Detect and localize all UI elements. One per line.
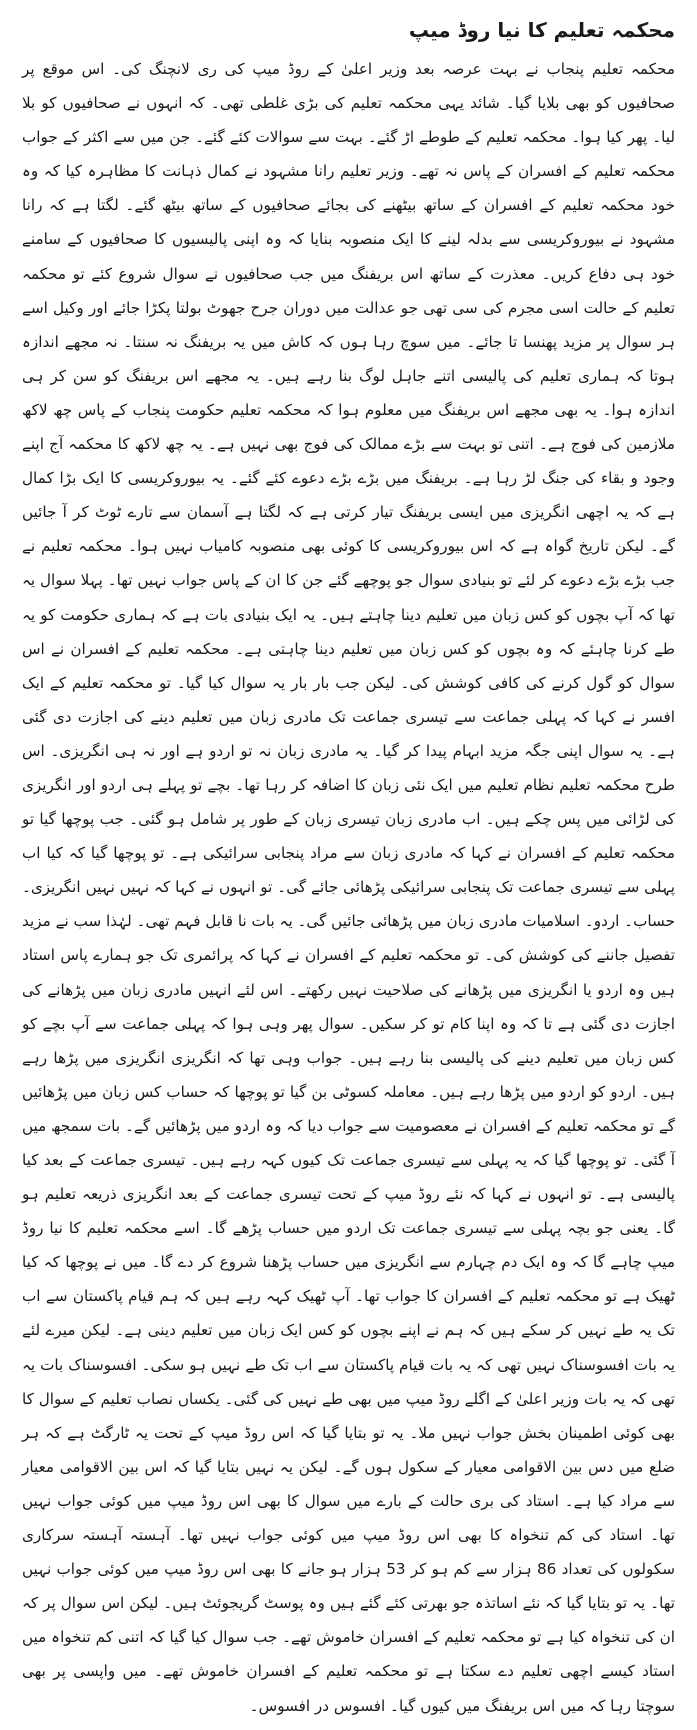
article-title: محکمہ تعلیم کا نیا روڈ میپ <box>408 18 675 42</box>
article-body: محکمہ تعلیم پنجاب نے بہت عرصہ بعد وزیر اعلیٰ کے روڈ میپ کی ری لانچنگ کی۔ اس موقع پر صحافیوں کو بھی بلایا گیا۔ شائد یہی محکمہ تعلیم کی بڑی غلطی تھی۔ کہ انہوں نے صحافیوں کو بلا لیا۔ پھر کیا ہوا۔ محکمہ تعلیم کے طوطے اڑ گئے۔ بہت سے سوالات کئے گئے۔ جن میں سے اکثر کے جواب محکمہ تعلیم کے افسران کے پاس نہ تھے۔ وزیر تعلیم رانا مشہود نے کمال ذہانت کا مظاہرہ کیا کہ وہ خود محکمہ تعلیم کے افسران کے ساتھ بیٹھنے کی بجائے صحافیوں کے ساتھ بیٹھ گئے۔ لگتا ہے کہ رانا مشہود نے بیوروکریسی سے بدلہ لینے کا ایک منصوبہ بنایا کہ وہ اپنی پالیسیوں کا صحافیوں کے سامنے خود ہی دفاع کریں۔ معذرت کے ساتھ اس بریفنگ میں جب صحافیوں نے سوال شروع کئے تو محکمہ تعلیم کے حالت اسی مجرم کی سی تھی جو عدالت میں دوران جرح جھوٹ بولتا پکڑا جائے اور وکیل اسے ہر سوال پر مزید پھنسا تا جائے۔ میں سوچ رہا ہوں کہ کاش میں یہ بریفنگ نہ سنتا۔ نہ مجھے اندازہ ہوتا کہ ہماری تعلیم کی پالیسی اتنے جاہل لوگ بنا رہے ہیں۔ یہ مجھے اس بریفنگ کو سن کر ہی اندازہ ہوا۔ یہ بھی مجھے اس بریفنگ میں معلوم ہوا کہ محکمہ تعلیم حکومت پنجاب کے پاس چھ لاکھ ملازمین کی فوج ہے۔ اتنی تو بہت سے بڑے ممالک کی فوج بھی نہیں ہے۔ یہ چھ لاکھ کا محکمہ آج اپنے وجود و بقاء کی جنگ لڑ رہا ہے۔ بریفنگ میں بڑے بڑے دعوے کئے گئے۔ یہ بیوروکریسی کا ایک بڑا کمال ہے کہ یہ اچھی انگریزی میں ایسی بریفنگ تیار کرتی ہے کہ لگتا ہے آسمان سے تارے ٹوٹ کر آ جائیں گے۔ لیکن تاریخ گواہ ہے کہ اس بیوروکریسی کا کوئی بھی منصوبہ کامیاب نہیں ہوا۔ محکمہ تعلیم نے جب بڑے بڑے دعوے کر لئے تو بنیادی سوال جو پوچھے گئے جن کا ان کے پاس جواب نہیں تھا۔ پہلا سوال یہ تھا کہ آپ بچوں کو کس زبان میں تعلیم دینا چاہتے ہیں۔ یہ ایک بنیادی بات ہے کہ ہماری حکومت کو یہ طے کرنا چاہئے کہ وہ بچوں کو کس زبان میں تعلیم دینا چاہتی ہے۔ محکمہ تعلیم کے افسران نے اس سوال کو گول کرنے کی کافی کوشش کی۔ لیکن جب بار بار یہ سوال کیا گیا۔ تو محکمہ تعلیم کے ایک افسر نے کہا کہ پہلی جماعت سے تیسری جماعت تک مادری زبان میں تعلیم دینے کی اجازت دی گئی ہے۔ یہ سوال اپنی جگہ مزید ابہام پیدا کر گیا۔ یہ مادری زبان نہ تو اردو ہے اور نہ ہی انگریزی۔ اس طرح محکمہ تعلیم نظام تعلیم میں ایک نئی زبان کا اضافہ کر رہا تھا۔ بچے تو پہلے ہی اردو اور انگریزی کی لڑائی میں پس چکے ہیں۔ اب مادری زبان تیسری زبان کے طور پر شامل ہو گئی۔ جب پوچھا گیا تو محکمہ تعلیم کے افسران نے کہا کہ مادری زبان سے مراد پنجابی سرائیکی ہے۔ تو پوچھا گیا کہ کیا اب پہلی سے تیسری جماعت تک پنجابی سرائیکی پڑھائی جائے گی۔ تو انہوں نے کہا کہ نہیں نہیں انگریزی۔ حساب۔ اردو۔ اسلامیات مادری زبان میں پڑھائی جائیں گی۔ یہ بات نا قابل فہم تھی۔ لہٰذا سب نے مزید تفصیل جاننے کی کوشش کی۔ تو محکمہ تعلیم کے افسران نے کہا کہ پرائمری تک جو ہمارے پاس استاد ہیں وہ اردو یا انگریزی میں پڑھانے کی صلاحیت نہیں رکھتے۔ اس لئے انہیں مادری زبان میں پڑھانے کی اجازت دی گئی ہے تا کہ وہ اپنا کام تو کر سکیں۔ سوال پھر وہی ہوا کہ پہلی جماعت سے آپ بچے کو کس زبان میں تعلیم دینے کی پالیسی بنا رہے ہیں۔ جواب وہی تھا کہ انگریزی انگریزی میں پڑھا رہے ہیں۔ اردو کو اردو میں پڑھا رہے ہیں۔ معاملہ کسوٹی بن گیا تو پوچھا کہ حساب کس زبان میں پڑھائیں گے تو محکمہ تعلیم کے افسران نے معصومیت سے جواب دیا کہ وہ اردو میں پڑھائیں گے۔ بات سمجھ میں آ گئی۔ تو پوچھا گیا کہ یہ پہلی سے تیسری جماعت تک کیوں کہہ رہے ہیں۔ تیسری جماعت کے بعد کیا پالیسی ہے۔ تو انہوں نے کہا کہ نئے روڈ میپ کے تحت تیسری جماعت کے بعد انگریزی ذریعہ تعلیم ہو گا۔ یعنی جو بچہ پہلی سے تیسری جماعت تک اردو میں حساب پڑھے گا۔ اسے محکمہ تعلیم کا نیا روڈ میپ چاہے گا کہ وہ ایک دم چہارم سے انگریزی میں حساب پڑھنا شروع کر دے گا۔ میں نے پوچھا کہ کیا ٹھیک ہے تو محکمہ تعلیم کے افسران کا جواب تھا۔ آپ ٹھیک کہہ رہے ہیں کہ ہم قیام پاکستان سے اب تک یہ طے نہیں کر سکے ہیں کہ ہم نے اپنے بچوں کو کس ایک زبان میں تعلیم دینی ہے۔ لیکن میرے لئے یہ بات افسوسناک نہیں تھی کہ یہ بات قیام پاکستان سے اب تک طے نہیں ہو سکی۔ افسوسناک بات یہ تھی کہ یہ بات وزیر اعلیٰ کے اگلے روڈ میپ میں بھی طے نہیں کی گئی۔ یکساں نصاب تعلیم کے سوال کا بھی کوئی اطمینان بخش جواب نہیں ملا۔ یہ تو بتایا گیا کہ اس روڈ میپ کے تحت یہ ٹارگٹ ہے کہ ہر ضلع میں دس بین الاقوامی معیار کے سکول ہوں گے۔ لیکن یہ نہیں بتایا گیا کہ اس بین الاقوامی معیار سے مراد کیا ہے۔ استاد کی بری حالت کے بارے میں سوال کا بھی اس روڈ میپ میں کوئی جواب نہیں تھا۔ استاد کی کم تنخواہ کا بھی اس روڈ میپ میں کوئی جواب نہیں تھا۔ آہستہ آہستہ سرکاری سکولوں کی تعداد 86 ہزار سے کم ہو کر 53 ہزار ہو جانے کا بھی اس روڈ میپ میں کوئی جواب نہیں تھا۔ یہ تو بتایا گیا کہ نئے اساتذہ جو بھرتی کئے گئے ہیں وہ پوسٹ گریجوئٹ ہیں۔ لیکن اس سوال پر کہ ان کی تنخواہ کیا ہے تو محکمہ تعلیم کے افسران خاموش تھے۔ جب سوال کیا گیا کہ اتنی کم تنخواہ میں استاد کیسے اچھی تعلیم دے سکتا ہے تو محکمہ تعلیم کے افسران خاموش تھے۔ میں واپسی پر بھی سوچتا رہا کہ میں اس بریفنگ میں کیوں گیا۔ افسوس در افسوس۔ <box>22 60 675 1715</box>
